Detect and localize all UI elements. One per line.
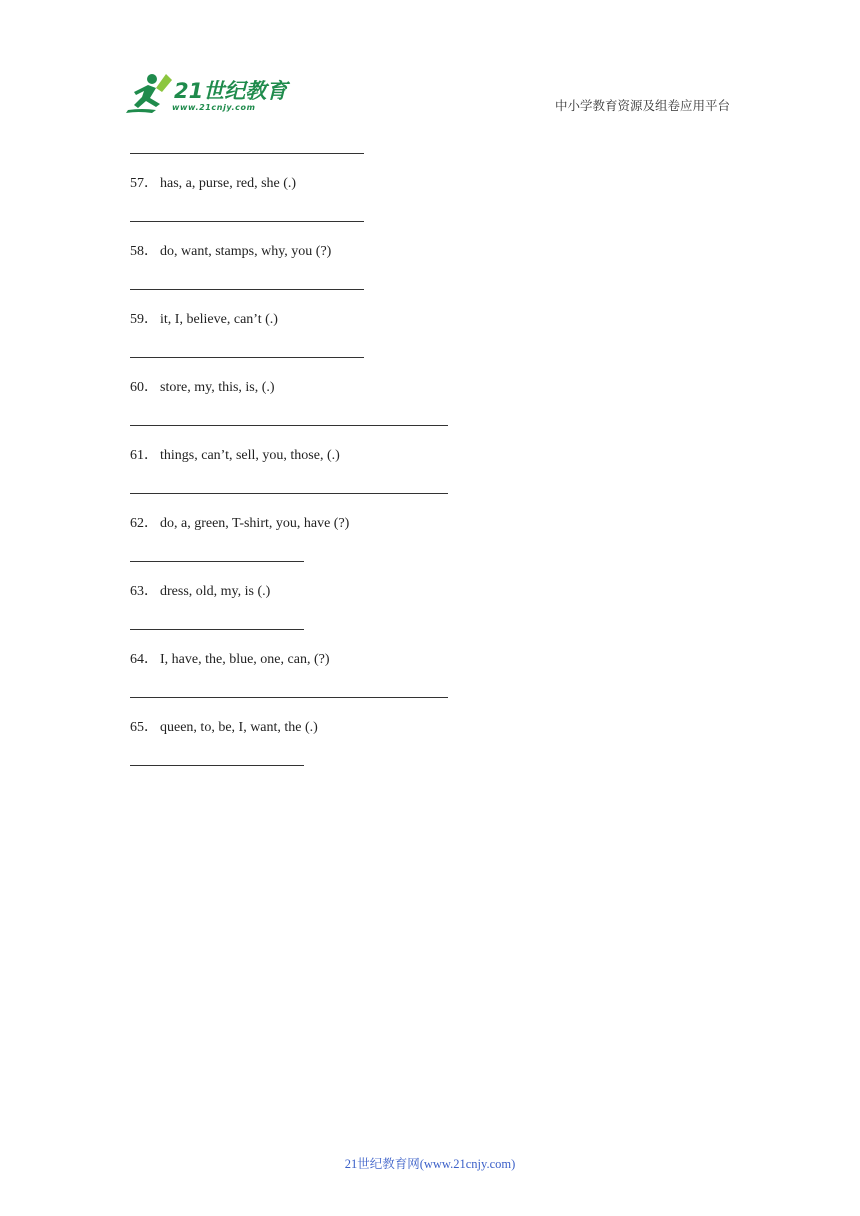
site-logo: [122, 70, 292, 114]
answer-line[interactable]: [130, 153, 364, 154]
exercise-words: store, my, this, is, (.): [160, 380, 275, 395]
exercise-number: 63．: [130, 584, 158, 599]
answer-line[interactable]: [130, 629, 304, 630]
exercise-list: [130, 153, 730, 766]
exercise-item: [130, 376, 730, 400]
exercise-item: [130, 240, 730, 264]
footer-text: 21世纪教育网(www.21cnjy.com): [344, 1157, 516, 1171]
exercise-words: I, have, the, blue, one, can, (?): [160, 652, 330, 667]
exercise-item: [130, 580, 730, 604]
exercise-number: 59．: [130, 312, 158, 327]
exercise-number: 57．: [130, 176, 158, 191]
exercise-words: queen, to, be, I, want, the (.): [160, 720, 318, 735]
exercise-number: 60．: [130, 380, 158, 395]
exercise-item: [130, 648, 730, 672]
exercise-item: [130, 444, 730, 468]
exercise-number: 64．: [130, 652, 158, 667]
answer-line[interactable]: [130, 493, 448, 494]
exercise-number: 62．: [130, 516, 158, 531]
exercise-number: 65．: [130, 720, 158, 735]
exercise-words: do, want, stamps, why, you (?): [160, 244, 332, 259]
exercise-words: it, I, believe, can’t (.): [160, 312, 278, 327]
logo-text: 21世纪教育: [174, 79, 288, 103]
exercise-words: do, a, green, T-shirt, you, have (?): [160, 516, 350, 531]
exercise-words: has, a, purse, red, she (.): [160, 176, 297, 191]
answer-line[interactable]: [130, 697, 448, 698]
answer-line[interactable]: [130, 425, 448, 426]
exercise-item: [130, 716, 730, 740]
exercise-words: dress, old, my, is (.): [160, 584, 271, 599]
answer-line[interactable]: [130, 765, 304, 766]
exercise-item: [130, 512, 730, 536]
exercise-number: 58．: [130, 244, 158, 259]
answer-line[interactable]: [130, 561, 304, 562]
exercise-number: 61．: [130, 448, 158, 463]
exercise-item: [130, 172, 730, 196]
running-figure-icon: [122, 70, 174, 114]
answer-line[interactable]: [130, 289, 364, 290]
answer-line[interactable]: [130, 221, 364, 222]
exercise-words: things, can’t, sell, you, those, (.): [160, 448, 340, 463]
logo-url: www.21cnjy.com: [172, 103, 256, 112]
answer-line[interactable]: [130, 357, 364, 358]
exercise-item: [130, 308, 730, 332]
platform-tagline: 中小学教育资源及组卷应用平台: [554, 98, 730, 113]
